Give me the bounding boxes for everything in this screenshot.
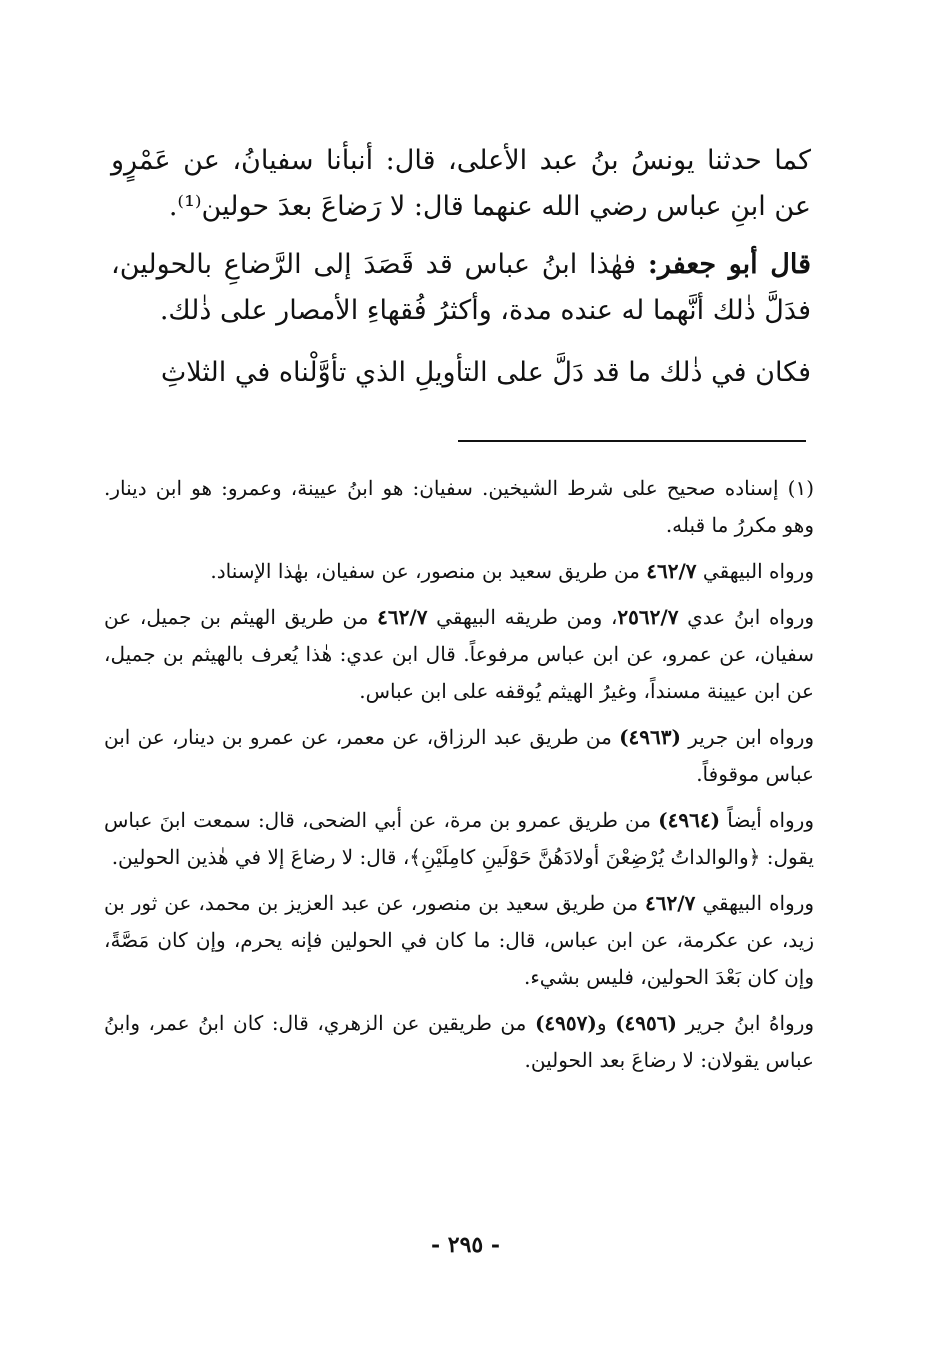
footnote-3 bbox=[104, 599, 814, 710]
footnote-6-post: من طريق سعيد بن منصور، عن عبد العزيز بن محمد، عن ثور بن زيد، عن عكرمة، عن ابن عباس، قال: ما كان في الحولين فإنه يحرم، وإن كان مَصَّةً، وإن كان بَعْدَ الحولين، فليس بشيء. bbox=[104, 891, 814, 989]
footnote-5-post: من طريق عمرو بن مرة، عن أبي الضحى، قال: سمعت ابنَ عباس يقول: ﴿والوالداتُ يُرْضِعْنَ أولادَهُنَّ حَوْلَينِ كامِلَيْنِ﴾، قال: لا رضاعَ إلا في هٰذين الحولين. bbox=[104, 808, 814, 869]
footnote-3-pre: ورواه ابنُ عدي bbox=[687, 605, 815, 629]
main-paragraph-3: فكان في ذٰلك ما قد دَلَّ على التأويلِ الذي تأوَّلْناه في الثلاثِ bbox=[160, 357, 811, 388]
footnote-6 bbox=[104, 885, 814, 996]
footnotes bbox=[104, 470, 814, 1088]
footnote-5-pre: ورواه أيضاً bbox=[727, 808, 814, 832]
main-paragraph-1: كما حدثنا يونسُ بنُ عبد الأعلى، قال: أنبأنا سفيانُ، عن عَمْرٍو عن ابنِ عباس رضي الله عنهما قال: لا رَضاعَ بعدَ حولين⁽¹⁾. bbox=[111, 145, 811, 222]
footnote-7-mid: و bbox=[596, 1011, 607, 1035]
footnote-4-post: من طريق عبد الرزاق، عن معمر، عن عمرو بن دينار، عن ابن عباس موقوفاً. bbox=[104, 725, 814, 786]
footnote-7-pre: ورواهُ ابنُ جرير bbox=[685, 1011, 815, 1035]
main-text bbox=[111, 138, 811, 412]
footnote-2 bbox=[104, 553, 814, 590]
footnote-3-mid: ، ومن طريقه البيهقي bbox=[436, 605, 618, 629]
footnote-3-post: من طريق الهيثم بن جميل، عن سفيان، عن عمرو، عن ابن عباس مرفوعاً. قال ابن عدي: هٰذا يُعرف بالهيثم بن جميل، عن ابن عيينة مسنداً، وغيرُ الهيثم يُوقفه على ابن عباس. bbox=[104, 605, 814, 703]
footnote-4 bbox=[104, 719, 814, 793]
footnote-6-pre: ورواه البيهقي bbox=[702, 891, 815, 915]
speaker-label: قال أبو جعفر: bbox=[647, 249, 811, 280]
footnote-3-ref1: ٢٥٦٢/٧ bbox=[617, 605, 679, 629]
main-paragraph-2 bbox=[111, 242, 811, 334]
footnote-7 bbox=[104, 1005, 814, 1079]
main-paragraph-2-text: فهٰذا ابنُ عباس قد قَصَدَ إلى الرَّضاعِ بالحولين، فدَلَّ ذٰلك أنَّهما له عنده مدة، وأكثرُ فُقهاءِ الأمصار على ذٰلك. bbox=[111, 249, 811, 326]
page-number: - ٢٩٥ - bbox=[430, 1232, 501, 1258]
footnote-5 bbox=[104, 802, 814, 876]
footnote-5-ref: (٤٩٦٤) bbox=[658, 808, 721, 832]
footnote-divider bbox=[458, 440, 806, 442]
footnote-7-ref2: (٤٩٥٧) bbox=[534, 1011, 597, 1035]
footnote-4-ref: (٤٩٦٣) bbox=[619, 725, 681, 749]
footnote-6-ref: ٤٦٢/٧ bbox=[645, 891, 696, 915]
footnote-7-ref1: (٤٩٥٦) bbox=[615, 1011, 677, 1035]
footnote-7-post: من طريقين عن الزهري، قال: كان ابنُ عمر، وابنُ عباس يقولان: لا رضاعَ بعد الحولين. bbox=[104, 1011, 814, 1072]
footnote-2-post: من طريق سعيد بن منصور، عن سفيان، بهٰذا الإسناد. bbox=[210, 559, 640, 583]
footnote-2-pre: ورواه البيهقي bbox=[702, 559, 814, 583]
footnote-4-pre: ورواه ابن جرير bbox=[688, 725, 815, 749]
footnote-3-ref2: ٤٦٢/٧ bbox=[377, 605, 428, 629]
footnote-2-ref: ٤٦٢/٧ bbox=[646, 559, 697, 583]
footnote-1: (١) إسناده صحيح على شرط الشيخين. سفيان: هو ابنُ عيينة، وعمرو: هو ابن دينار. وهو مكررُ ما قبله. bbox=[104, 476, 814, 537]
